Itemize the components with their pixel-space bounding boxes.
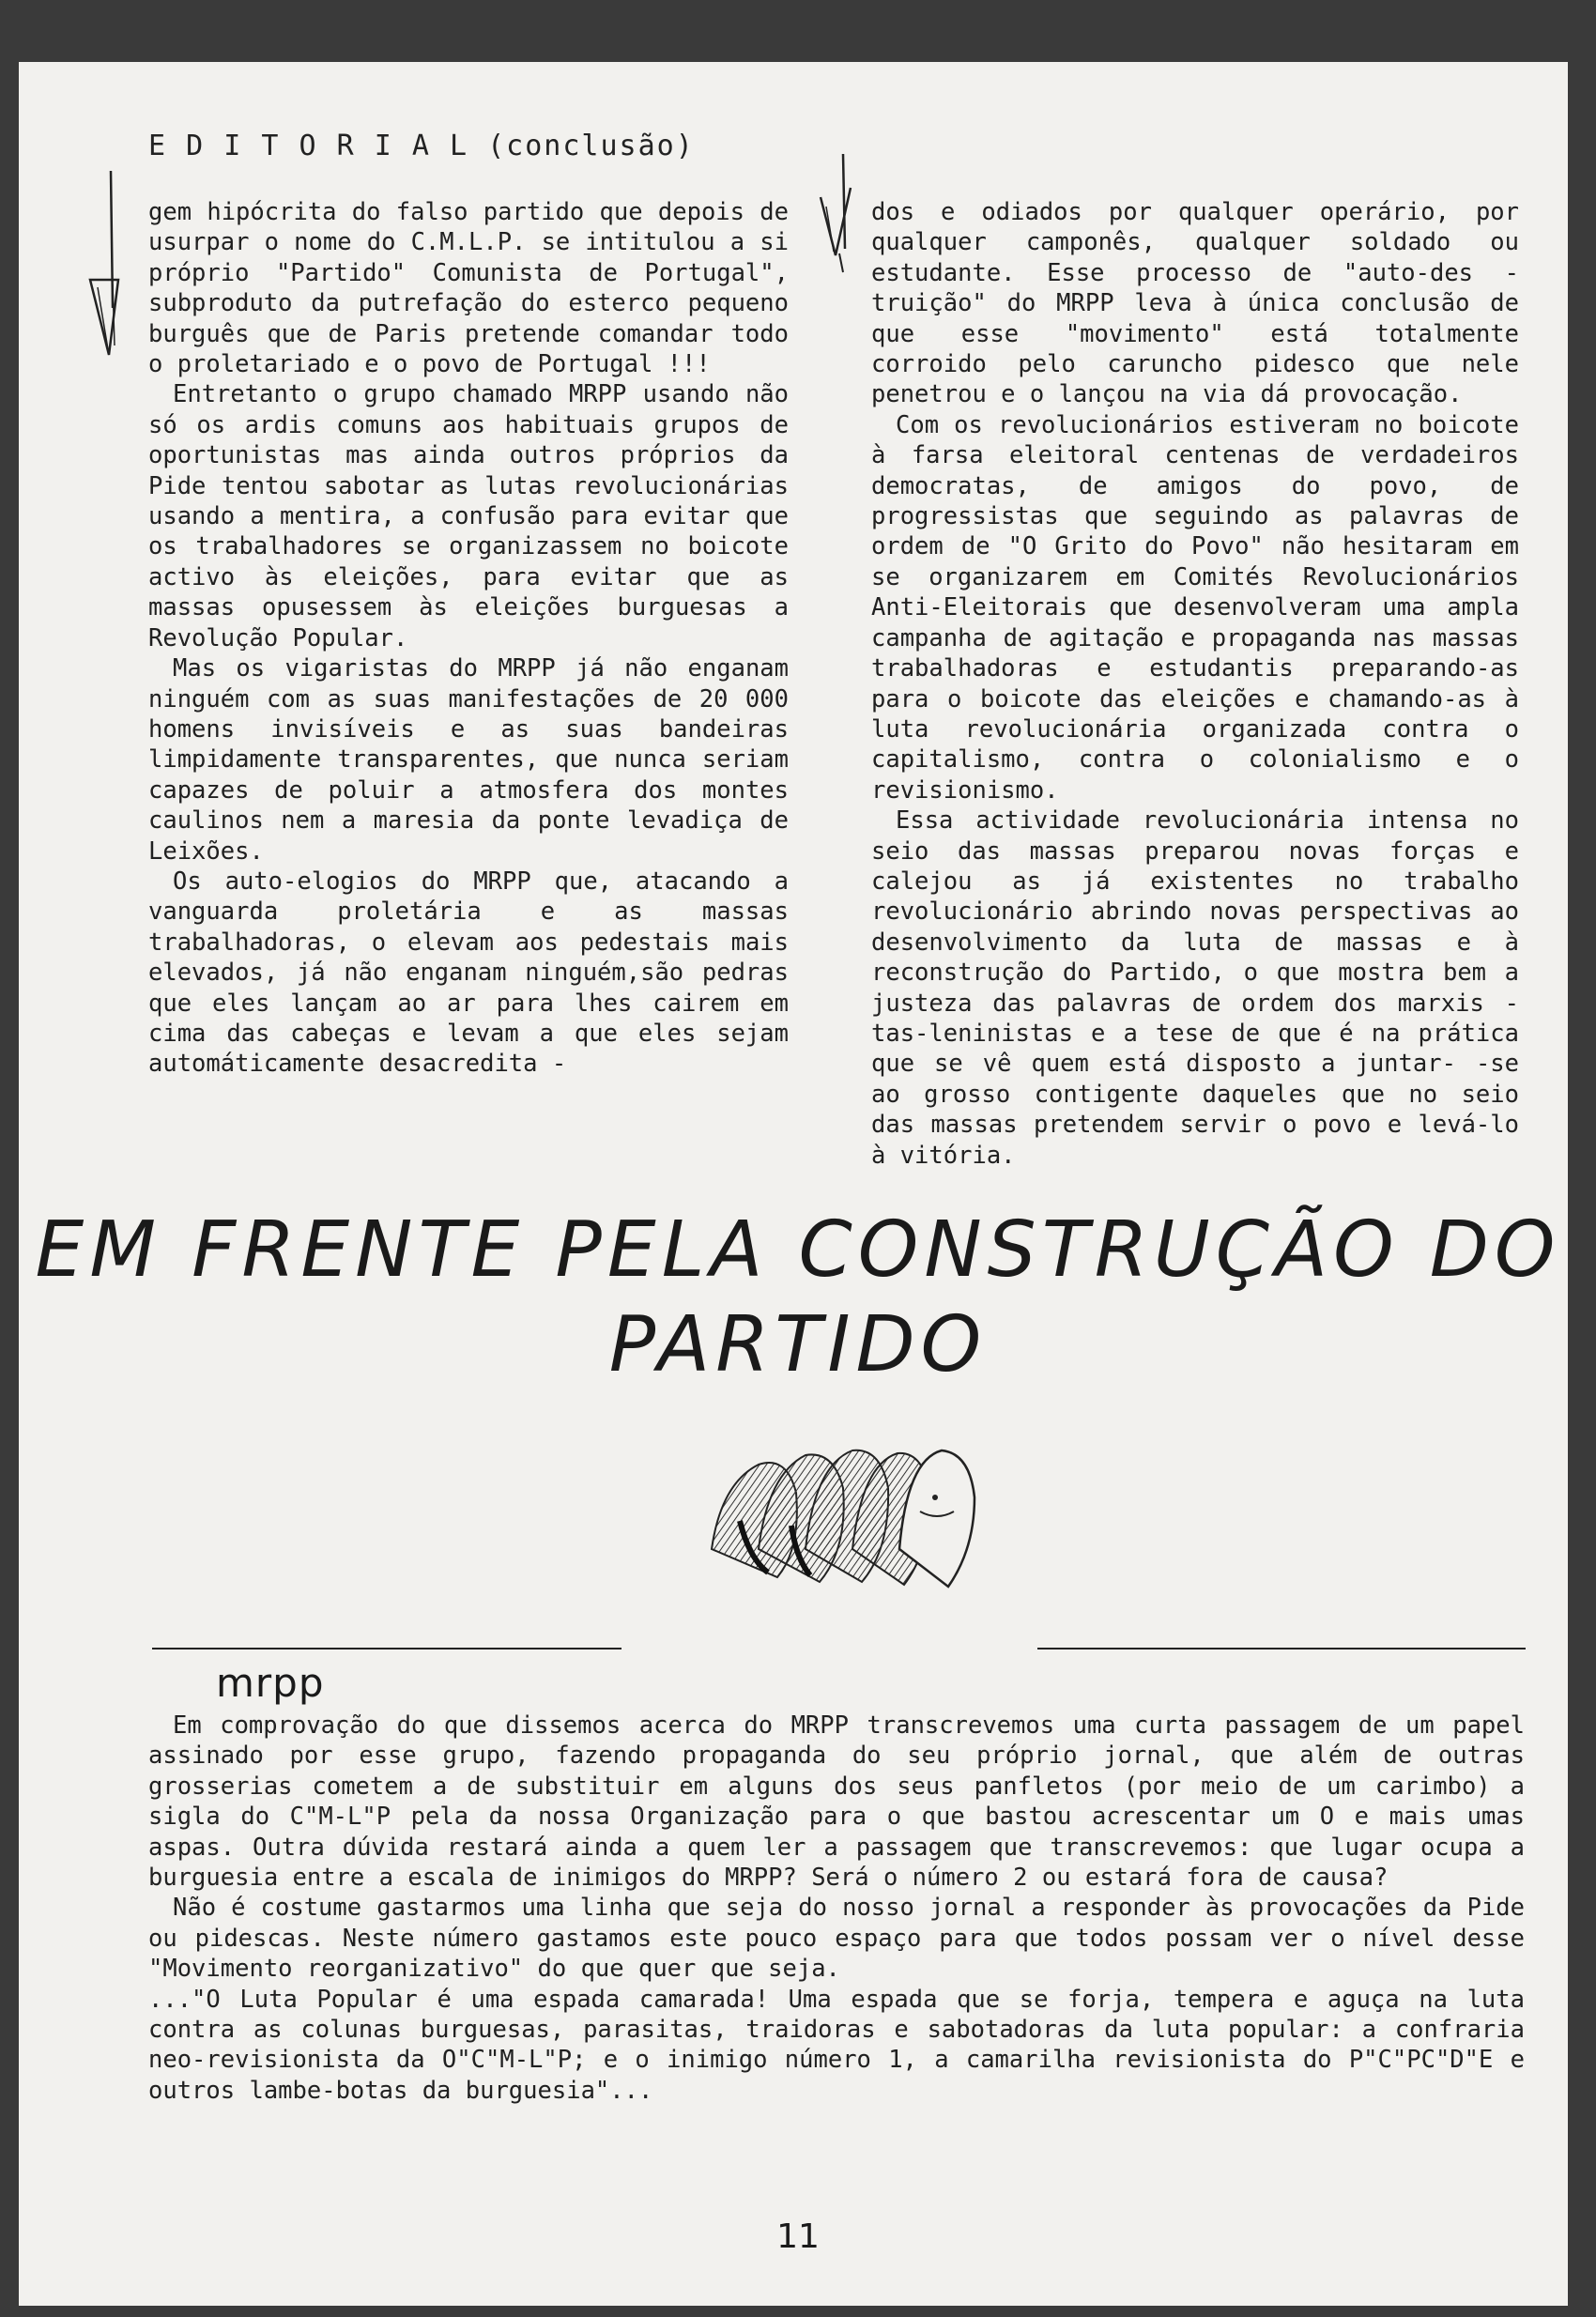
left-divider xyxy=(152,1648,622,1650)
right-paragraph-2: Com os revolucionários estiveram no boicote à farsa eleitoral centenas de verdadeiros democratas, de amigos do povo, de progressistas que seguindo as palavras de ordem de "O Grito do Povo" não hesitaram em se organizarem em Comités Revolucionários Anti-Eleitorais que desenvolveram uma ampla campanha de agitação e propaganda nas massas trabalhadoras e estudantis preparando-as para o boicote das eleições e chamando-as à luta revolucionária organizada contra o capitalismo, contra o colonialismo e o revisionismo. xyxy=(871,410,1519,805)
bottom-paragraph-3: ..."O Luta Popular é uma espada camarada! Uma espada que se forja, tempera e aguça na luta contra as colunas burguesas, parasitas, traidoras e sabotadoras da luta popular: a confraria neo-revisionista da O"C"M-L"P; e o inimigo número 1, a camarilha revisionista do P"C"PC"D"E e outros lambe-botas da burguesia"... xyxy=(148,1985,1525,2105)
left-paragraph-1: gem hipócrita do falso partido que depois de usurpar o nome do C.M.L.P. se intitulou a si próprio "Partido" Comunista de Portugal", subproduto da putrefação do esterco pequeno burguês que de Paris pretende comandar todo o proletariado e o povo de Portugal !!! xyxy=(148,198,789,379)
bottom-article xyxy=(148,1711,1525,2106)
right-divider xyxy=(1037,1648,1526,1650)
headline-line-2: PARTIDO xyxy=(608,1300,988,1389)
section-header: E D I T O R I A L (conclusão) xyxy=(148,130,695,162)
left-paragraph-4: Os auto-elogios do MRPP que, atacando a vanguarda proletária e as massas trabalhadoras, o elevam aos pedestais mais elevados, já não enganam ninguém,são pedras que eles lançam ao ar para lhes cairem em cima das cabeças e levam a que eles sejam automáticamente desacredita - xyxy=(148,867,789,1079)
headline-line-1: EM FRENTE PELA CONSTRUÇÃO DO xyxy=(35,1205,1561,1295)
left-arrow-icon xyxy=(81,167,137,364)
section-title: mrpp xyxy=(216,1660,325,1706)
five-profiles-illustration xyxy=(702,1408,984,1596)
right-paragraph-1: dos e odiados por qualquer operário, por qualquer camponês, qualquer soldado ou estudante. Esse processo de "auto-des - truição" do MRPP leva à única conclusão de que esse "movimento" está totalmente corroido pelo caruncho pidesco que nele penetrou e o lançou na via dá provocação. xyxy=(871,198,1519,409)
left-paragraph-2: Entretanto o grupo chamado MRPP usando não só os ardis comuns aos habituais grupos de oportunistas mas ainda outros próprios da Pide tentou sabotar as lutas revolucionárias usando a mentira, a confusão para evitar que os trabalhadores se organizassem no boicote activo às eleições, para evitar que as massas opusessem às eleições burguesas a Revolução Popular. xyxy=(148,380,789,652)
page-number: 11 xyxy=(776,2217,820,2256)
left-column xyxy=(148,197,789,1080)
bottom-paragraph-2: Não é costume gastarmos uma linha que seja do nosso jornal a responder às provocações da Pide ou pidescas. Neste número gastamos este pouco espaço para que todos possam ver o nível desse "Movimento reorganizativo" do que quer que seja. xyxy=(148,1894,1525,1984)
left-paragraph-3: Mas os vigaristas do MRPP já não enganam ninguém com as suas manifestações de 20 000 homens invisíveis e as suas bandeiras limpidamente transparentes, que nunca seriam capazes de poluir a atmosfera dos montes caulinos nem a maresia da ponte levadiça de Leixões. xyxy=(148,654,789,866)
bottom-paragraph-1: Em comprovação do que dissemos acerca do MRPP transcrevemos uma curta passagem de um papel assinado por esse grupo, fazendo propaganda do seu próprio jornal, que além de outras grosserias cometem a de substituir em alguns dos seus panfletos (por meio de um carimbo) a sigla do C"M-L"P pela da nossa Organização para o que bastou acrescentar um O e mais umas aspas. Outra dúvida restará ainda a quem ler a passagem que transcrevemos: que lugar ocupa a burguesia entre a escala de inimigos do MRPP? Será o número 2 ou estará fora de causa? xyxy=(148,1711,1525,1893)
right-arrow-icon xyxy=(806,150,862,282)
right-column xyxy=(871,197,1519,1171)
right-paragraph-3: Essa actividade revolucionária intensa no seio das massas preparou novas forças e calejou as já existentes no trabalho revolucionário abrindo novas perspectivas ao desenvolvimento da luta de massas e à reconstrução do Partido, o que mostra bem a justeza das palavras de ordem dos marxis - tas-leninistas e a tese de que é na prática que se vê quem está disposto a juntar- -se ao grosso contigente daqueles que no seio das massas pretendem servir o povo e levá-lo à vitória. xyxy=(871,806,1519,1170)
